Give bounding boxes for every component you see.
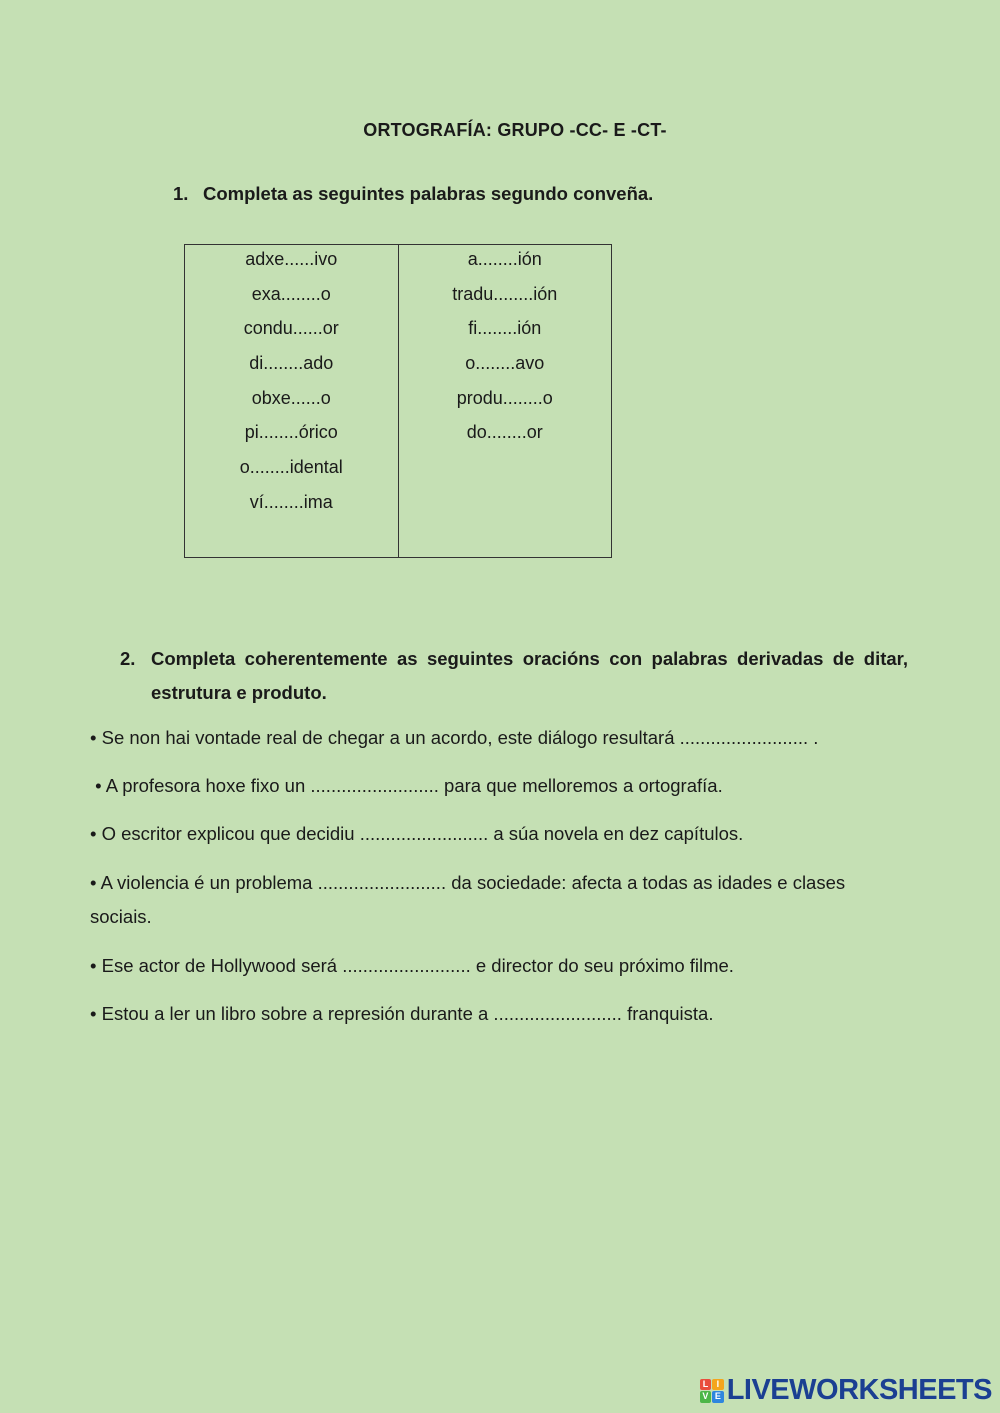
word-item[interactable]: di........ado (249, 353, 334, 374)
sentence-1[interactable]: • Se non hai vontade real de chegar a un acordo, este diálogo resultará ......................... . (90, 727, 819, 748)
logo-mark-letter: E (712, 1391, 724, 1403)
logo-mark-letter: V (700, 1391, 712, 1403)
question-1-text: Completa as seguintes palabras segundo conveña. (203, 183, 654, 204)
sentence-2[interactable]: • A profesora hoxe fixo un ......................... para que melloremos a ortografía. (90, 775, 723, 796)
logo-mark-letter: I (712, 1379, 724, 1391)
question-2 (120, 642, 908, 710)
question-2-number: 2. (120, 648, 136, 669)
word-item[interactable]: o........idental (239, 457, 343, 478)
word-item[interactable]: ví........ima (249, 491, 333, 512)
sentence-5[interactable]: • Ese actor de Hollywood será ......................... e director do seu próximo filme. (90, 955, 734, 976)
word-column-right (398, 245, 612, 557)
sentence-4[interactable]: • A violencia é un problema ......................... da sociedade: afecta a todas as idades e clases sociais. (90, 872, 846, 927)
word-item[interactable]: obxe......o (251, 387, 331, 408)
word-item[interactable]: fi........ión (468, 318, 542, 339)
word-item[interactable]: do........or (466, 422, 543, 443)
question-1 (173, 183, 653, 205)
question-1-number: 1. (173, 183, 189, 204)
question-2-text: Completa coherentemente as seguintes oracións con palabras derivadas de ditar, estrutura e produto. (151, 648, 908, 703)
liveworksheets-logo-text: LIVEWORKSHEETS (726, 1374, 992, 1406)
liveworksheets-logo (700, 1374, 992, 1407)
sentence-3[interactable]: • O escritor explicou que decidiu ......................... a súa novela en dez capítulos. (90, 823, 744, 844)
worksheet-title: ORTOGRAFÍA: GRUPO -CC- E -CT- (363, 120, 667, 140)
sentence-6[interactable]: • Estou a ler un libro sobre a represión durante a ......................... franquista. (90, 1003, 714, 1024)
word-column-left (185, 245, 398, 557)
word-item[interactable]: adxe......ivo (245, 249, 338, 269)
logo-mark-letter: L (700, 1379, 712, 1391)
word-completion-table (184, 244, 612, 558)
word-item[interactable]: a........ión (467, 249, 542, 269)
liveworksheets-logo-icon (700, 1379, 724, 1403)
word-item[interactable]: condu......or (243, 318, 339, 339)
word-item[interactable]: pi........órico (244, 422, 338, 443)
word-item[interactable]: tradu........ión (452, 283, 558, 304)
word-item[interactable]: exa........o (251, 283, 331, 304)
word-item[interactable]: produ........o (456, 387, 553, 408)
word-item[interactable]: o........avo (465, 353, 545, 374)
